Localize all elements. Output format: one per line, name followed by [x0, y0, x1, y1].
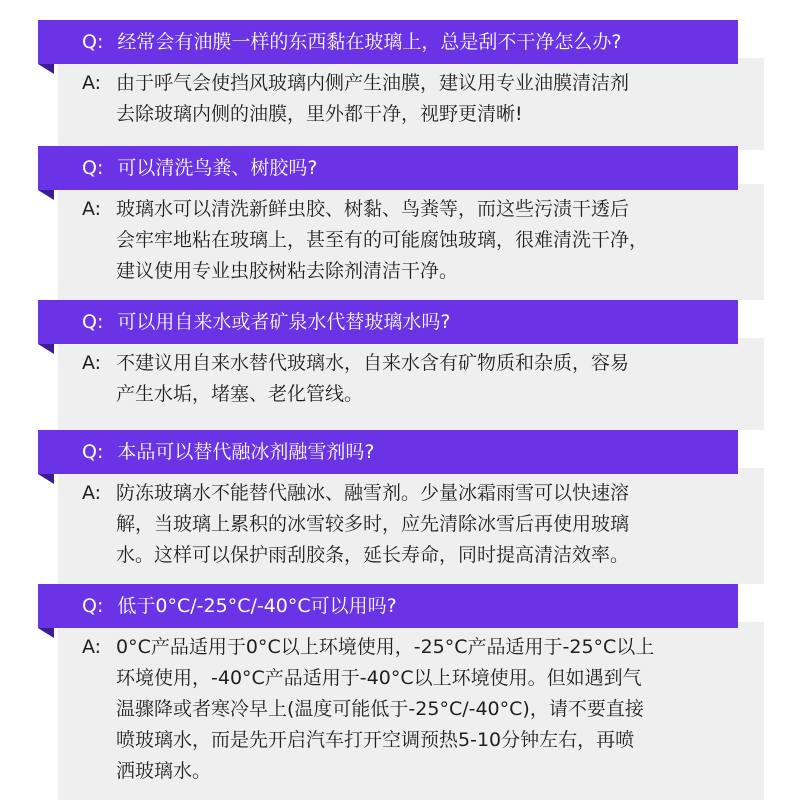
answer-text: 0°C产品适用于0°C以上环境使用，-25°C产品适用于-25°C以上 环境使用，-40°C产品适用于-40°C以上环境使用。但如遇到气 温骤降或者寒冷早上(温度可能低于-25°C/-40°C)，请不要直接 喷玻璃水，而是先开启汽车打开空调预热5-10分钟左右，再喷 洒玻璃水。 [116, 636, 655, 782]
answer-prefix: A: [82, 198, 102, 220]
question-bar [38, 20, 738, 64]
question-text: 低于0°C/-25°C/-40°C可以用吗? [117, 595, 397, 617]
answer-text: 不建议用自来水替代玻璃水，自来水含有矿物质和杂质，容易 产生水垢，堵塞、老化管线。 [116, 352, 630, 405]
answer-box [58, 58, 764, 150]
question-prefix: Q: [82, 311, 104, 333]
question-text: 经常会有油膜一样的东西黏在玻璃上，总是刮不干净怎么办? [117, 31, 622, 53]
question-fold-corner [38, 344, 54, 354]
question-text: 本品可以替代融冰剂融雪剂吗? [117, 441, 375, 463]
question-text: 可以清洗鸟粪、树胶吗? [117, 157, 318, 179]
answer-box [58, 184, 764, 300]
question-bar [38, 430, 738, 474]
answer-box [58, 622, 764, 800]
question-fold-corner [38, 190, 54, 200]
question-bar [38, 584, 738, 628]
question-bar [38, 300, 738, 344]
question-fold-corner [38, 64, 54, 74]
question-prefix: Q: [82, 595, 104, 617]
answer-prefix: A: [82, 72, 102, 94]
question-fold-corner [38, 474, 54, 484]
question-prefix: Q: [82, 31, 104, 53]
question-prefix: Q: [82, 157, 104, 179]
question-bar [38, 146, 738, 190]
answer-text: 玻璃水可以清洗新鲜虫胶、树黏、鸟粪等，而这些污渍干透后 会牢牢地粘在玻璃上，甚至有的可能腐蚀玻璃，很难清洗干净， 建议使用专业虫胶树粘去除剂清洁干净。 [116, 198, 649, 282]
answer-box [58, 468, 764, 584]
answer-text: 由于呼气会使挡风玻璃内侧产生油膜，建议用专业油膜清洁剂 去除玻璃内侧的油膜，里外都干净，视野更清晰! [116, 72, 630, 125]
answer-box [58, 338, 764, 430]
answer-text: 防冻玻璃水不能替代融冰、融雪剂。少量冰霜雨雪可以快速溶 解，当玻璃上累积的冰雪较多时，应先清除冰雪后再使用玻璃 水。这样可以保护雨刮胶条，延长寿命，同时提高清洁效率。 [116, 482, 630, 566]
question-text: 可以用自来水或者矿泉水代替玻璃水吗? [117, 311, 451, 333]
question-prefix: Q: [82, 441, 104, 463]
answer-prefix: A: [82, 482, 102, 504]
answer-prefix: A: [82, 352, 102, 374]
answer-prefix: A: [82, 636, 102, 658]
question-fold-corner [38, 628, 54, 638]
